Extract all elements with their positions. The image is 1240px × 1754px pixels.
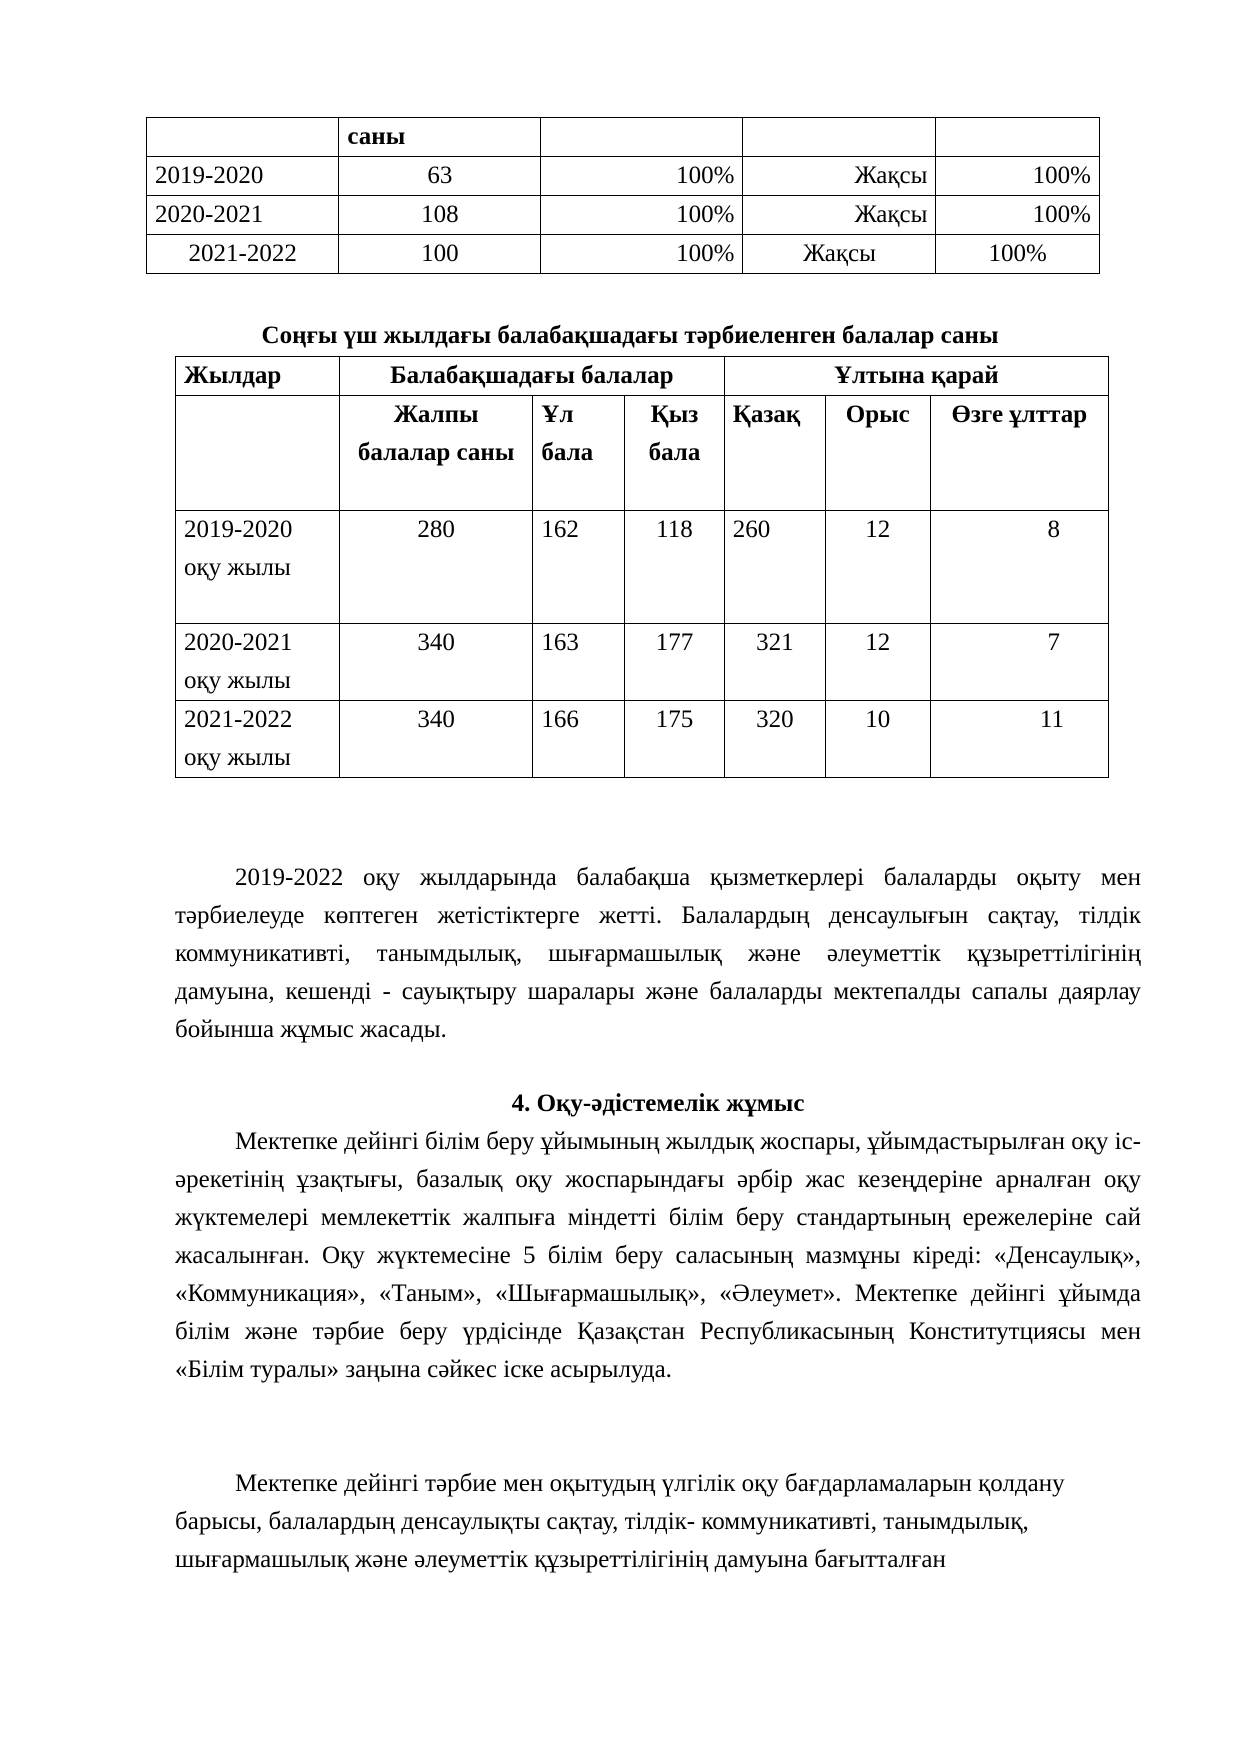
kazakh-cell: 260 (724, 511, 825, 624)
year-cell: 2019-2020 (147, 157, 339, 196)
count-cell: 100 (339, 235, 541, 274)
percent-cell: 100% (936, 196, 1100, 235)
results-table (146, 117, 1100, 274)
table-row (176, 701, 1109, 778)
total-cell: 280 (339, 511, 533, 624)
paragraph: 2019-2022 оқу жылдарында балабақша қызметкерлері балаларды оқыту мен тәрбиелеуде көптеген жетістіктерге жетті. Балалардың денсаулығын сақтау, тілдік коммуникативті, танымдылық, шығармашылық және әлеуметтік құзыреттілігінің дамуына, кешенді - сауықтыру шаралары және балаларды мектепалды сапалы даярлау бойынша жұмыс жасады. (175, 864, 1141, 1043)
table-cell (176, 396, 340, 511)
girls-cell: 118 (625, 511, 725, 624)
paragraph: Мектепке дейінгі тәрбие мен оқытудың үлгілік оқу бағдарламаларын қолдану барысы, балалардың денсаулықты сақтау, тілдік- коммуникативті, танымдылық, шығармашылық және әлеуметтік құзыреттілігінің дамуына бағытталған (175, 1470, 1065, 1573)
year-cell: 2020-2021 (147, 196, 339, 235)
boys-cell: 166 (533, 701, 625, 778)
table-subheader-row (176, 396, 1109, 511)
header-nationality: Ұлтына қарай (724, 357, 1108, 396)
total-cell: 340 (339, 624, 533, 701)
russian-cell: 12 (825, 624, 930, 701)
percent-cell: 100% (541, 157, 743, 196)
girls-cell: 175 (625, 701, 725, 778)
header-russian: Орыс (825, 396, 930, 511)
table-row (176, 511, 1109, 624)
paragraph: Мектепке дейінгі білім беру ұйымының жылдық жоспары, ұйымдастырылған оқу іс-әрекетінің ұзақтығы, базалық оқу жоспарындағы әрбір жас кезеңдеріне арналған оқу жүктемелері мемлекеттік жалпыға міндетті білім беру стандартының ережелеріне сай жасалынған. Оқу жүктемесіне 5 білім беру саласының мазмұны кіреді: «Денсаулық», «Коммуникация», «Таным», «Шығармашылық», «Әлеумет». Мектепке дейінгі ұйымда білім және тәрбие беру үрдісінде Қазақстан Республикасының Конститутциясы мен «Білім туралы» заңына сәйкес іске асырылуда. (175, 1128, 1141, 1383)
other-cell: 7 (930, 624, 1108, 701)
table-row (176, 624, 1109, 701)
header-girls: Қыз бала (625, 396, 725, 511)
table-cell (147, 118, 339, 157)
table-row (147, 235, 1100, 274)
percent-cell: 100% (541, 235, 743, 274)
total-cell: 340 (339, 701, 533, 778)
percent-cell: 100% (936, 157, 1100, 196)
table-header-cell: саны (339, 118, 541, 157)
header-kindergarten: Балабақшадағы балалар (339, 357, 724, 396)
kazakh-cell: 321 (724, 624, 825, 701)
children-count-table (175, 356, 1109, 778)
count-cell: 108 (339, 196, 541, 235)
section-heading: 4. Оқу-әдістемелік жұмыс (511, 1090, 805, 1117)
boys-cell: 162 (533, 511, 625, 624)
count-cell: 63 (339, 157, 541, 196)
table-caption: Соңғы үш жылдағы балабақшадағы тәрбиеленген балалар саны (261, 322, 999, 349)
boys-cell: 163 (533, 624, 625, 701)
header-boys: Ұл бала (533, 396, 625, 511)
table-cell (936, 118, 1100, 157)
kazakh-cell: 320 (724, 701, 825, 778)
percent-cell: 100% (936, 235, 1100, 274)
table-header-row (147, 118, 1100, 157)
header-other: Өзге ұлттар (930, 396, 1108, 511)
grade-cell: Жақсы (743, 235, 936, 274)
grade-cell: Жақсы (743, 196, 936, 235)
russian-cell: 10 (825, 701, 930, 778)
table-cell (743, 118, 936, 157)
girls-cell: 177 (625, 624, 725, 701)
year-cell: 2019-2020 оқу жылы (176, 511, 340, 624)
table-header-row (176, 357, 1109, 396)
grade-cell: Жақсы (743, 157, 936, 196)
year-cell: 2021-2022 (147, 235, 339, 274)
year-cell: 2020-2021 оқу жылы (176, 624, 340, 701)
table-cell (541, 118, 743, 157)
table-row (147, 157, 1100, 196)
year-cell: 2021-2022 оқу жылы (176, 701, 340, 778)
other-cell: 8 (930, 511, 1108, 624)
header-kazakh: Қазақ (724, 396, 825, 511)
percent-cell: 100% (541, 196, 743, 235)
other-cell: 11 (930, 701, 1108, 778)
header-total: Жалпы балалар саны (339, 396, 533, 511)
table-row (147, 196, 1100, 235)
russian-cell: 12 (825, 511, 930, 624)
header-years: Жылдар (176, 357, 340, 396)
